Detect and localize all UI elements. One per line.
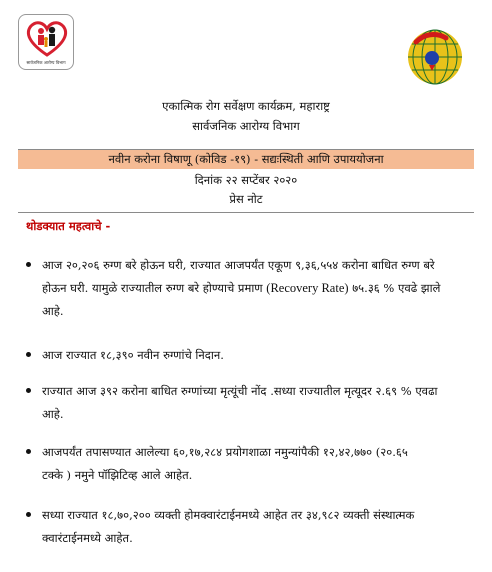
bullet-icon bbox=[26, 262, 31, 267]
bullet-text: आज राज्यात १८,३९० नवीन रुग्णांचे निदान. bbox=[42, 348, 224, 362]
bullet-icon bbox=[26, 352, 31, 357]
bullet-icon bbox=[26, 388, 31, 393]
bullet-text: सध्या राज्यात १८,७०,२०० व्यक्ती होमक्वारंटाईनमध्ये आहेत तर ३४,९८२ व्यक्ती संस्थात्मक क्वारंटाईनमध्ये आहेत. bbox=[42, 508, 415, 545]
department-title: सार्वजनिक आरोग्य विभाग bbox=[192, 119, 300, 133]
family-heart-icon bbox=[19, 15, 74, 61]
bullet-icon bbox=[26, 512, 31, 517]
bullet-text: आजपर्यंत तपासण्यात आलेल्या ६०,१७,२८४ प्रयोगशाळा नमुन्यांपैकी १२,४२,७७० (२०.६५ टक्के ) नमुने पॉझिटिव्ह आले आहेत. bbox=[42, 445, 408, 482]
globe-emblem-icon bbox=[406, 28, 464, 86]
section-heading: थोडक्यात महत्वाचे - bbox=[26, 219, 111, 233]
program-title: एकात्मिक रोग सर्वेक्षण कार्यक्रम, महाराष्ट्र bbox=[162, 99, 330, 113]
section-divider bbox=[18, 212, 474, 213]
title-band: नवीन करोना विषाणू (कोविड -१९) - सद्यःस्थिती आणि उपाययोजना bbox=[18, 150, 474, 169]
press-date: दिनांक २२ सप्टेंबर २०२० bbox=[194, 173, 298, 187]
logo-caption: सार्वजनिक आरोग्य विभाग bbox=[26, 60, 66, 66]
bullet-text: आज २०,२०६ रुग्ण बरे होऊन घरी, राज्यात आजपर्यंत एकूण ९,३६,५५४ करोना बाधित रुग्ण बरे होऊन घरी. यामुळे राज्यातील रुग्ण बरे होण्याचे प्रमाण (Recovery Rate) ७५.३६ % एवढे झाले आहे. bbox=[42, 258, 441, 318]
date-block bbox=[0, 171, 492, 209]
bullet-icon bbox=[26, 449, 31, 454]
document-header bbox=[0, 96, 492, 136]
press-note-label: प्रेस नोट bbox=[229, 192, 263, 206]
department-logo bbox=[18, 14, 74, 70]
bullet-text: राज्यात आज ३९२ करोना बाधित रुग्णांच्या मृत्यूंची नोंद .सध्या राज्यातील मृत्यूदर २.६९ % एवढा आहे. bbox=[42, 384, 438, 421]
